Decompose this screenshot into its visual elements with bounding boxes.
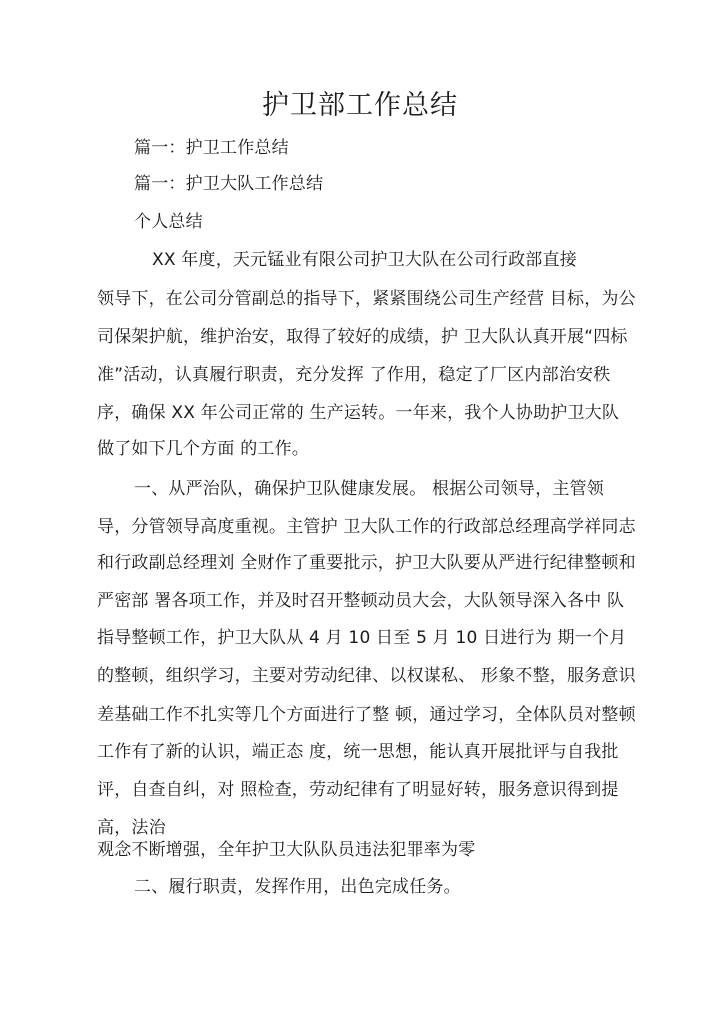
subsection-heading: 个人总结 bbox=[134, 212, 203, 232]
section-heading: 篇一：护卫工作总结 bbox=[134, 138, 289, 158]
paragraph-line: 严密部 署各项工作，并及时召开整顿动员大会，大队领导深入各中 队 bbox=[97, 591, 625, 611]
document-title: 护卫部工作总结 bbox=[262, 90, 458, 121]
paragraph-line: 高，法治 bbox=[97, 818, 166, 838]
paragraph-line: 和行政副总经理刘 全财作了重要批示，护卫大队要从严进行纪律整顿和 bbox=[97, 553, 636, 573]
paragraph-line: 观念不断增强，全年护卫大队队员违法犯罪率为零 bbox=[97, 840, 476, 860]
paragraph-line: 一、从严治队，确保护卫队健康发展。 根据公司领导，主管领 bbox=[134, 479, 605, 499]
section-heading: 篇一：护卫大队工作总结 bbox=[134, 174, 324, 194]
paragraph-line: 的整顿，组织学习，主要对劳动纪律、以权谋私、 形象不整，服务意识 bbox=[97, 666, 636, 686]
paragraph-line: 工作有了新的认识，端正态 度，统一思想，能认真开展批评与自我批 bbox=[97, 742, 619, 762]
paragraph-line: 二、履行职责，发挥作用，出色完成任务。 bbox=[134, 877, 461, 897]
paragraph-line: 司保架护航，维护治安，取得了较好的成绩，护 卫大队认真开展“四标 bbox=[97, 327, 628, 347]
paragraph-line: 领导下，在公司分管副总的指导下，紧紧围绕公司生产经营 目标，为公 bbox=[97, 289, 636, 309]
paragraph-line: 做了如下几个方面 的工作。 bbox=[97, 439, 310, 459]
paragraph-line: 评，自查自纠，对 照检查，劳动纪律有了明显好转，服务意识得到提 bbox=[97, 780, 619, 800]
paragraph-line: 指导整顿工作，护卫大队从 4 月 10 日至 5 月 10 日进行为 期一个月 bbox=[97, 628, 627, 648]
paragraph-line: 序，确保 XX 年公司正常的 生产运转。一年来，我个人协助护卫大队 bbox=[97, 403, 620, 423]
paragraph-line: 导，分管领导高度重视。主管护 卫大队工作的行政部总经理高学祥同志 bbox=[97, 517, 636, 537]
paragraph-line: XX 年度，天元锰业有限公司护卫大队在公司行政部直接 bbox=[152, 250, 577, 270]
paragraph-line: 差基础工作不扎实等几个方面进行了整 顿，通过学习，全体队员对整顿 bbox=[97, 705, 636, 725]
paragraph-line: 准”活动，认真履行职责，充分发挥 了作用，稳定了厂区内部治安秩 bbox=[97, 365, 611, 385]
